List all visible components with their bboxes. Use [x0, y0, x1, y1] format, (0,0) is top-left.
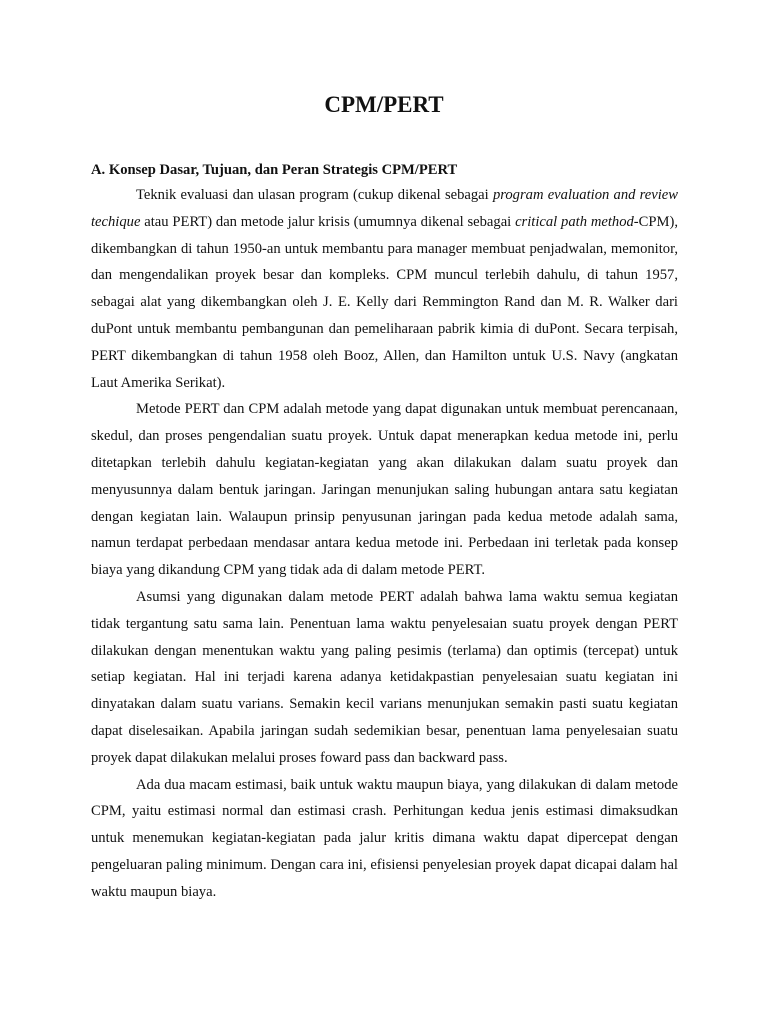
- italic-term: critical path method: [515, 213, 634, 230]
- text-run: -CPM), dikembangkan di tahun 1950-an untuk membantu para manager membuat penjadwalan, memonitor, dan mengendalikan proyek besar dan kompleks. CPM muncul terlebih dahulu, di tahun 1957, sebagai alat yang dikembangkan oleh J. E. Kelly dari Remmington Rand dan M. R. Walker dari duPont untuk membantu pembangunan dan pemeliharaan pabrik kimia di duPont. Secara terpisah, PERT dikembangkan di tahun 1958 oleh Booz, Allen, dan Hamilton untuk U.S. Navy (angkatan Laut Amerika Serikat).: [91, 213, 678, 391]
- paragraph-2: [91, 396, 678, 584]
- text-run: Metode PERT dan CPM adalah metode yang dapat digunakan untuk membuat perencanaan, skedul, dan proses pengendalian suatu proyek. Untuk dapat menerapkan kedua metode ini, perlu ditetapkan terlebih dahulu kegiatan-kegiatan yang akan dilakukan dalam suatu proyek dan menyusunnya dalam bentuk jaringan. Jaringan menunjukan saling hubungan antara satu kegiatan dengan kegiatan lain. Walaupun prinsip penyusunan jaringan pada kedua metode adalah sama, namun terdapat perbedaan mendasar antara kedua metode ini. Perbedaan ini terletak pada konsep biaya yang dikandung CPM yang tidak ada di dalam metode PERT.: [91, 401, 678, 579]
- text-run: Ada dua macam estimasi, baik untuk waktu maupun biaya, yang dilakukan di dalam metode CPM, yaitu estimasi normal dan estimasi crash. Perhitungan kedua jenis estimasi dimaksudkan untuk menemukan kegiatan-kegiatan pada jalur kritis dimana waktu dapat dipercepat dengan pengeluaran paling minimum. Dengan cara ini, efisiensi penyelesian proyek dapat dicapai dalam hal waktu maupun biaya.: [91, 776, 678, 900]
- italic-term: program evaluation and review techique: [91, 187, 678, 230]
- paragraph-1: [91, 182, 678, 396]
- text-run: atau PERT) dan metode jalur krisis (umumnya dikenal sebagai: [140, 213, 516, 230]
- text-run: Asumsi yang digunakan dalam metode PERT adalah bahwa lama waktu semua kegiatan tidak tergantung satu sama lain. Penentuan lama waktu penyelesaian suatu proyek dengan PERT dilakukan dengan menentukan waktu yang paling pesimis (terlama) dan optimis (tercepat) untuk setiap kegiatan. Hal ini terjadi karena adanya ketidakpastian penyelesaian suatu kegiatan ini dinyatakan dalam suatu varians. Semakin kecil varians menunjukan semakin pasti suatu kegiatan dapat diselesaikan. Apabila jaringan sudah sedemikian besar, penentuan lama penyelesaian suatu proyek dapat dilakukan melalui proses foward pass dan backward pass.: [91, 588, 678, 766]
- document-title: CPM/PERT: [324, 92, 444, 117]
- body-text: [91, 182, 678, 906]
- text-run: Teknik evaluasi dan ulasan program (cukup dikenal sebagai: [136, 187, 493, 203]
- section-heading: A. Konsep Dasar, Tujuan, dan Peran Strategis CPM/PERT: [91, 162, 458, 178]
- paragraph-3: [91, 584, 678, 772]
- paragraph-4: [91, 772, 678, 906]
